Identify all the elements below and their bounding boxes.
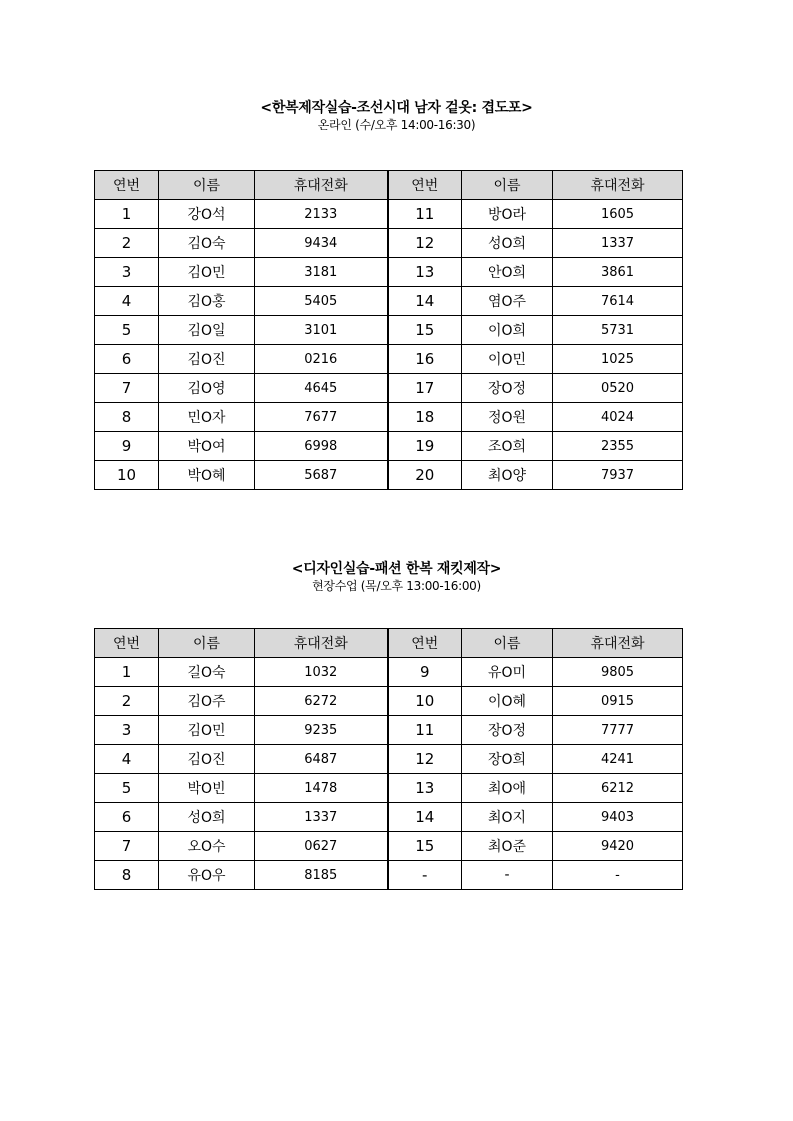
header-phone: 휴대전화 <box>553 629 683 658</box>
cell-phone: 2355 <box>553 432 683 461</box>
cell-phone: 7937 <box>553 461 683 490</box>
cell-name: - <box>462 861 553 890</box>
cell-phone: 7777 <box>553 716 683 745</box>
header-name: 이름 <box>462 171 553 200</box>
cell-phone: 4241 <box>553 745 683 774</box>
cell-no: 9 <box>388 658 462 687</box>
cell-name: 최O준 <box>462 832 553 861</box>
table-row <box>95 200 683 229</box>
cell-no: 2 <box>95 229 159 258</box>
table-row <box>95 461 683 490</box>
cell-phone: 6998 <box>255 432 388 461</box>
cell-name: 최O양 <box>462 461 553 490</box>
section1-table <box>94 170 683 490</box>
cell-phone: 9420 <box>553 832 683 861</box>
cell-phone: 1605 <box>553 200 683 229</box>
table-row <box>95 287 683 316</box>
cell-phone: 6487 <box>255 745 388 774</box>
cell-name: 김O일 <box>159 316 255 345</box>
cell-name: 장O정 <box>462 374 553 403</box>
cell-no: 4 <box>95 745 159 774</box>
cell-no: 5 <box>95 316 159 345</box>
cell-no: 3 <box>95 258 159 287</box>
cell-no: 4 <box>95 287 159 316</box>
table-row <box>95 403 683 432</box>
cell-phone: 1032 <box>255 658 388 687</box>
table-row <box>95 832 683 861</box>
section1-title: <한복제작실습-조선시대 남자 겉옷: 겹도포> <box>260 100 533 116</box>
cell-phone: 1337 <box>553 229 683 258</box>
cell-name: 김O홍 <box>159 287 255 316</box>
cell-name: 안O희 <box>462 258 553 287</box>
table-row <box>95 745 683 774</box>
cell-phone: 5687 <box>255 461 388 490</box>
header-phone: 휴대전화 <box>255 171 388 200</box>
header-name: 이름 <box>159 171 255 200</box>
cell-name: 박O여 <box>159 432 255 461</box>
cell-name: 성O희 <box>159 803 255 832</box>
cell-no: 12 <box>388 229 462 258</box>
header-phone: 휴대전화 <box>255 629 388 658</box>
cell-name: 김O민 <box>159 716 255 745</box>
header-phone: 휴대전화 <box>553 171 683 200</box>
cell-phone: 9235 <box>255 716 388 745</box>
table-row <box>95 316 683 345</box>
table-header-row <box>95 629 683 658</box>
cell-phone: - <box>553 861 683 890</box>
section2-title: <디자인실습-패션 한복 재킷제작> <box>291 561 502 577</box>
header-no: 연번 <box>388 171 462 200</box>
cell-phone: 4024 <box>553 403 683 432</box>
cell-no: 20 <box>388 461 462 490</box>
cell-name: 유O미 <box>462 658 553 687</box>
cell-no: 1 <box>95 200 159 229</box>
cell-no: 6 <box>95 803 159 832</box>
cell-no: 2 <box>95 687 159 716</box>
cell-phone: 0520 <box>553 374 683 403</box>
cell-no: 13 <box>388 258 462 287</box>
cell-no: 13 <box>388 774 462 803</box>
cell-name: 김O진 <box>159 345 255 374</box>
cell-no: 10 <box>95 461 159 490</box>
table-row <box>95 803 683 832</box>
cell-name: 민O자 <box>159 403 255 432</box>
cell-name: 이O희 <box>462 316 553 345</box>
cell-phone: 0915 <box>553 687 683 716</box>
table-row <box>95 861 683 890</box>
cell-phone: 9403 <box>553 803 683 832</box>
cell-no: 11 <box>388 716 462 745</box>
cell-name: 유O우 <box>159 861 255 890</box>
cell-no: 19 <box>388 432 462 461</box>
header-no: 연번 <box>95 629 159 658</box>
cell-name: 염O주 <box>462 287 553 316</box>
cell-phone: 7677 <box>255 403 388 432</box>
cell-no: 15 <box>388 832 462 861</box>
cell-phone: 9434 <box>255 229 388 258</box>
cell-name: 오O수 <box>159 832 255 861</box>
cell-phone: 0627 <box>255 832 388 861</box>
cell-no: 7 <box>95 374 159 403</box>
cell-name: 최O지 <box>462 803 553 832</box>
cell-name: 길O숙 <box>159 658 255 687</box>
cell-phone: 4645 <box>255 374 388 403</box>
cell-phone: 1478 <box>255 774 388 803</box>
cell-no: 8 <box>95 861 159 890</box>
cell-name: 조O희 <box>462 432 553 461</box>
cell-phone: 0216 <box>255 345 388 374</box>
cell-no: 17 <box>388 374 462 403</box>
cell-no: 14 <box>388 803 462 832</box>
cell-phone: 7614 <box>553 287 683 316</box>
cell-name: 최O애 <box>462 774 553 803</box>
cell-no: 15 <box>388 316 462 345</box>
section2-table <box>94 628 683 890</box>
cell-phone: 3181 <box>255 258 388 287</box>
table-row <box>95 345 683 374</box>
table-row <box>95 229 683 258</box>
cell-phone: 1337 <box>255 803 388 832</box>
section2-subtitle: 현장수업 (목/오후 13:00-16:00) <box>312 579 481 593</box>
cell-no: 16 <box>388 345 462 374</box>
cell-phone: 6212 <box>553 774 683 803</box>
cell-no: 8 <box>95 403 159 432</box>
header-no: 연번 <box>95 171 159 200</box>
cell-no: 1 <box>95 658 159 687</box>
cell-name: 김O진 <box>159 745 255 774</box>
cell-name: 장O희 <box>462 745 553 774</box>
cell-no: 9 <box>95 432 159 461</box>
table-row <box>95 658 683 687</box>
table-row <box>95 258 683 287</box>
cell-phone: 5405 <box>255 287 388 316</box>
table-header-row <box>95 171 683 200</box>
table-row <box>95 687 683 716</box>
cell-name: 강O석 <box>159 200 255 229</box>
table-row <box>95 432 683 461</box>
cell-no: 11 <box>388 200 462 229</box>
cell-name: 장O정 <box>462 716 553 745</box>
cell-no: 12 <box>388 745 462 774</box>
cell-no: 10 <box>388 687 462 716</box>
cell-name: 김O영 <box>159 374 255 403</box>
cell-no: 7 <box>95 832 159 861</box>
cell-name: 이O혜 <box>462 687 553 716</box>
cell-phone: 3861 <box>553 258 683 287</box>
cell-no: 6 <box>95 345 159 374</box>
header-name: 이름 <box>462 629 553 658</box>
cell-phone: 3101 <box>255 316 388 345</box>
cell-name: 김O민 <box>159 258 255 287</box>
cell-name: 박O혜 <box>159 461 255 490</box>
cell-phone: 6272 <box>255 687 388 716</box>
cell-name: 이O민 <box>462 345 553 374</box>
cell-phone: 5731 <box>553 316 683 345</box>
table-row <box>95 374 683 403</box>
cell-no: - <box>388 861 462 890</box>
cell-no: 18 <box>388 403 462 432</box>
cell-no: 5 <box>95 774 159 803</box>
cell-name: 박O빈 <box>159 774 255 803</box>
section1-subtitle: 온라인 (수/오후 14:00-16:30) <box>317 118 476 132</box>
table-row <box>95 716 683 745</box>
cell-phone: 9805 <box>553 658 683 687</box>
header-name: 이름 <box>159 629 255 658</box>
cell-phone: 1025 <box>553 345 683 374</box>
cell-name: 방O라 <box>462 200 553 229</box>
cell-name: 김O숙 <box>159 229 255 258</box>
cell-no: 14 <box>388 287 462 316</box>
cell-phone: 8185 <box>255 861 388 890</box>
cell-phone: 2133 <box>255 200 388 229</box>
cell-name: 성O희 <box>462 229 553 258</box>
cell-no: 3 <box>95 716 159 745</box>
table-row <box>95 774 683 803</box>
cell-name: 정O원 <box>462 403 553 432</box>
cell-name: 김O주 <box>159 687 255 716</box>
header-no: 연번 <box>388 629 462 658</box>
